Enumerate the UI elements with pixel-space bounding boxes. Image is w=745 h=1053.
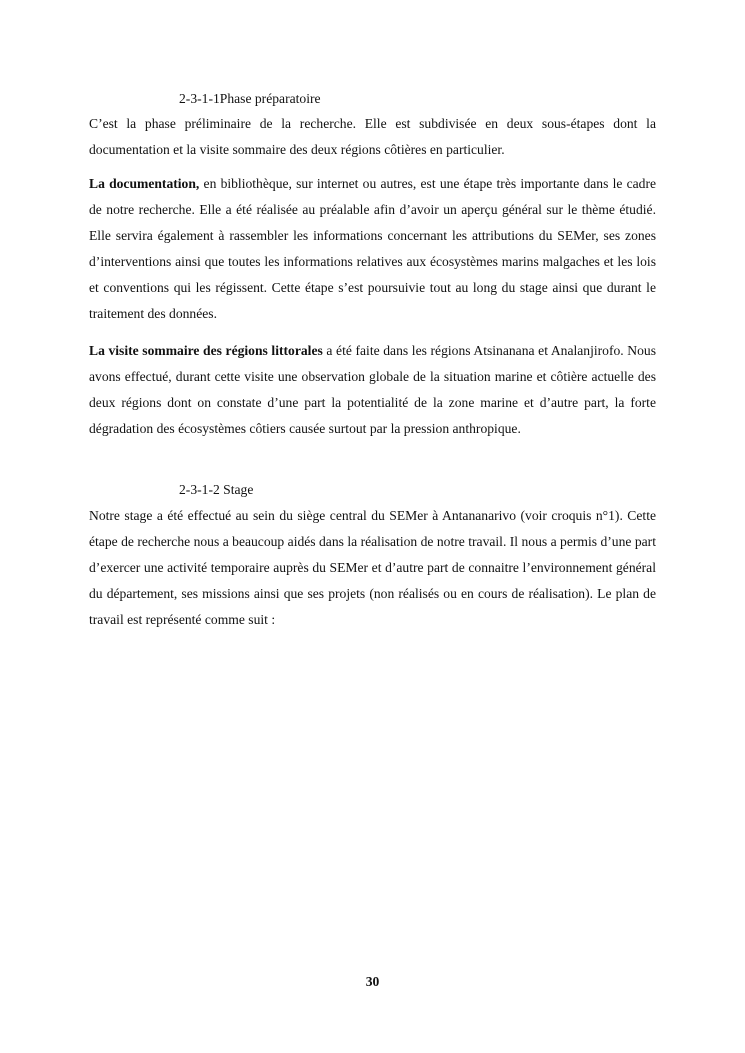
- visite-lead: La visite sommaire des régions littorales: [89, 343, 323, 358]
- visite-block: [89, 338, 656, 442]
- section-heading-phase-preparatoire: 2-3-1-1Phase préparatoire: [179, 91, 321, 106]
- paragraph-stage: Notre stage a été effectué au sein du siège central du SEMer à Antananarivo (voir croquis n°1). Cette étape de recherche nous a beaucoup aidés dans la réalisation de notre travail. Il nous a permis d’une part d’exercer une activité temporaire auprès du SEMer et d’autre part de connaitre l’environnement général du département, ses missions ainsi que ses projets (non réalisés ou en cours de réalisation). Le plan de travail est représenté comme suit :: [89, 508, 656, 627]
- paragraph-intro: C’est la phase préliminaire de la recherche. Elle est subdivisée en deux sous-étapes dont la documentation et la visite sommaire des deux régions côtières en particulier.: [89, 116, 656, 157]
- documentation-text: en bibliothèque, sur internet ou autres, est une étape très importante dans le cadre de notre recherche. Elle a été réalisée au préalable afin d’avoir un aperçu général sur le thème étudié. Elle servira également à rassembler les informations concernant les attributions du SEMer, ses zones d’interventions ainsi que toutes les informations relatives aux écosystèmes marins malgaches et les lois et conventions qui les régissent. Cette étape s’est poursuivie tout au long du stage ainsi que durant le traitement des données.: [89, 176, 657, 321]
- paragraph-documentation: [89, 171, 656, 327]
- section-heading-stage: 2-3-1-2 Stage: [179, 482, 254, 497]
- section-1-body: [89, 111, 656, 163]
- documentation-lead: La documentation,: [89, 176, 200, 191]
- visite-text: a été faite dans les régions Atsinanana et Analanjirofo. Nous avons effectué, durant cette visite une observation globale de la situation marine et côtière actuelle des deux régions dont on constate d’une part la potentialité de la zone marine et d’autre part, la forte dégradation des écosystèmes côtiers causée surtout par la pression anthropique.: [89, 343, 656, 436]
- paragraph-visite: [89, 338, 656, 442]
- documentation-block: [89, 171, 656, 327]
- page-number: 30: [365, 974, 380, 989]
- section-2-body: [89, 503, 656, 633]
